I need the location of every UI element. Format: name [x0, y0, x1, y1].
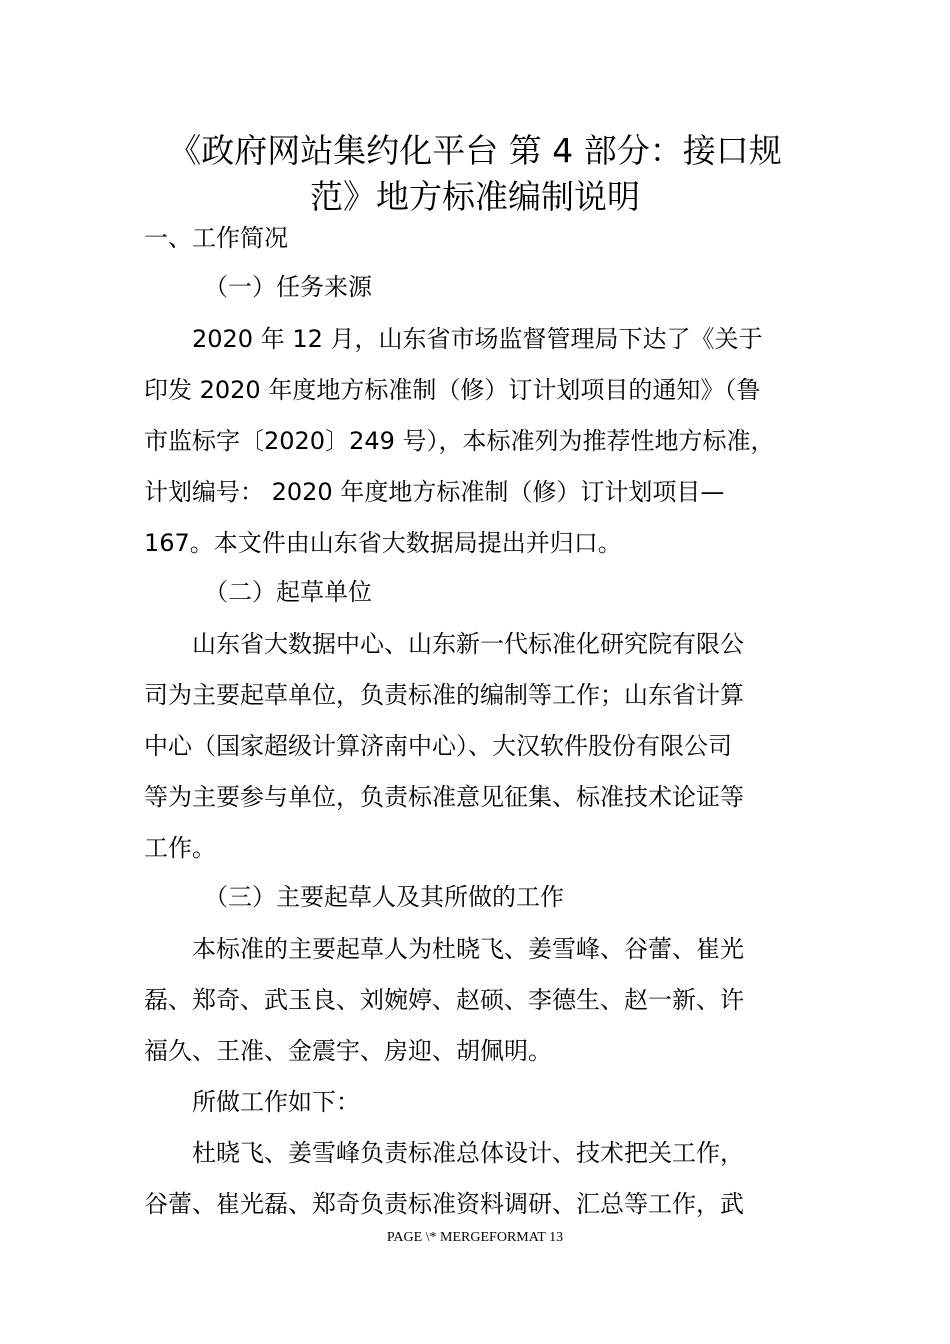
title-line-1: 《政府网站集约化平台 第 4 部分：接口规	[168, 131, 782, 170]
paragraph-line: 司为主要起草单位，负责标准的编制等工作；山东省计算	[144, 681, 744, 709]
subsection-heading-1: （一）任务来源	[204, 273, 372, 301]
paragraph-line: 所做工作如下：	[192, 1088, 360, 1116]
paragraph-line: 市监标字〔2020〕249 号），本标准列为推荐性地方标准，	[144, 427, 775, 455]
paragraph-line: 工作。	[144, 834, 216, 862]
document-title	[140, 128, 810, 220]
paragraph-line: 本标准的主要起草人为杜晓飞、姜雪峰、谷蕾、崔光	[192, 935, 744, 963]
paragraph-line: 杜晓飞、姜雪峰负责标准总体设计、技术把关工作，	[192, 1139, 744, 1167]
subsection-heading-2: （二）起草单位	[204, 578, 372, 606]
section-heading-1: 一、工作简况	[144, 224, 288, 252]
paragraph-line: 印发 2020 年度地方标准制（修）订计划项目的通知》（鲁	[144, 376, 761, 404]
paragraph-line: 山东省大数据中心、山东新一代标准化研究院有限公	[192, 630, 744, 658]
paragraph-line: 磊、郑奇、武玉良、刘婉婷、赵硕、李德生、赵一新、许	[144, 986, 744, 1014]
paragraph-line: 福久、王准、金震宇、房迎、胡佩明。	[144, 1037, 552, 1065]
paragraph-line: 167。本文件由山东省大数据局提出并归口。	[144, 529, 622, 557]
paragraph-line: 计划编号： 2020 年度地方标准制（修）订计划项目—	[144, 478, 725, 506]
paragraph-line: 等为主要参与单位，负责标准意见征集、标准技术论证等	[144, 783, 744, 811]
page-footer: PAGE \* MERGEFORMAT 13	[386, 1230, 564, 1245]
paragraph-line: 中心（国家超级计算济南中心）、大汉软件股份有限公司	[144, 732, 732, 760]
subsection-heading-3: （三）主要起草人及其所做的工作	[204, 883, 564, 911]
paragraph-line: 2020 年 12 月，山东省市场监督管理局下达了《关于	[192, 325, 763, 353]
paragraph-line: 谷蕾、崔光磊、郑奇负责标准资料调研、汇总等工作，武	[144, 1190, 744, 1218]
title-line-2: 范》地方标准编制说明	[310, 177, 640, 216]
